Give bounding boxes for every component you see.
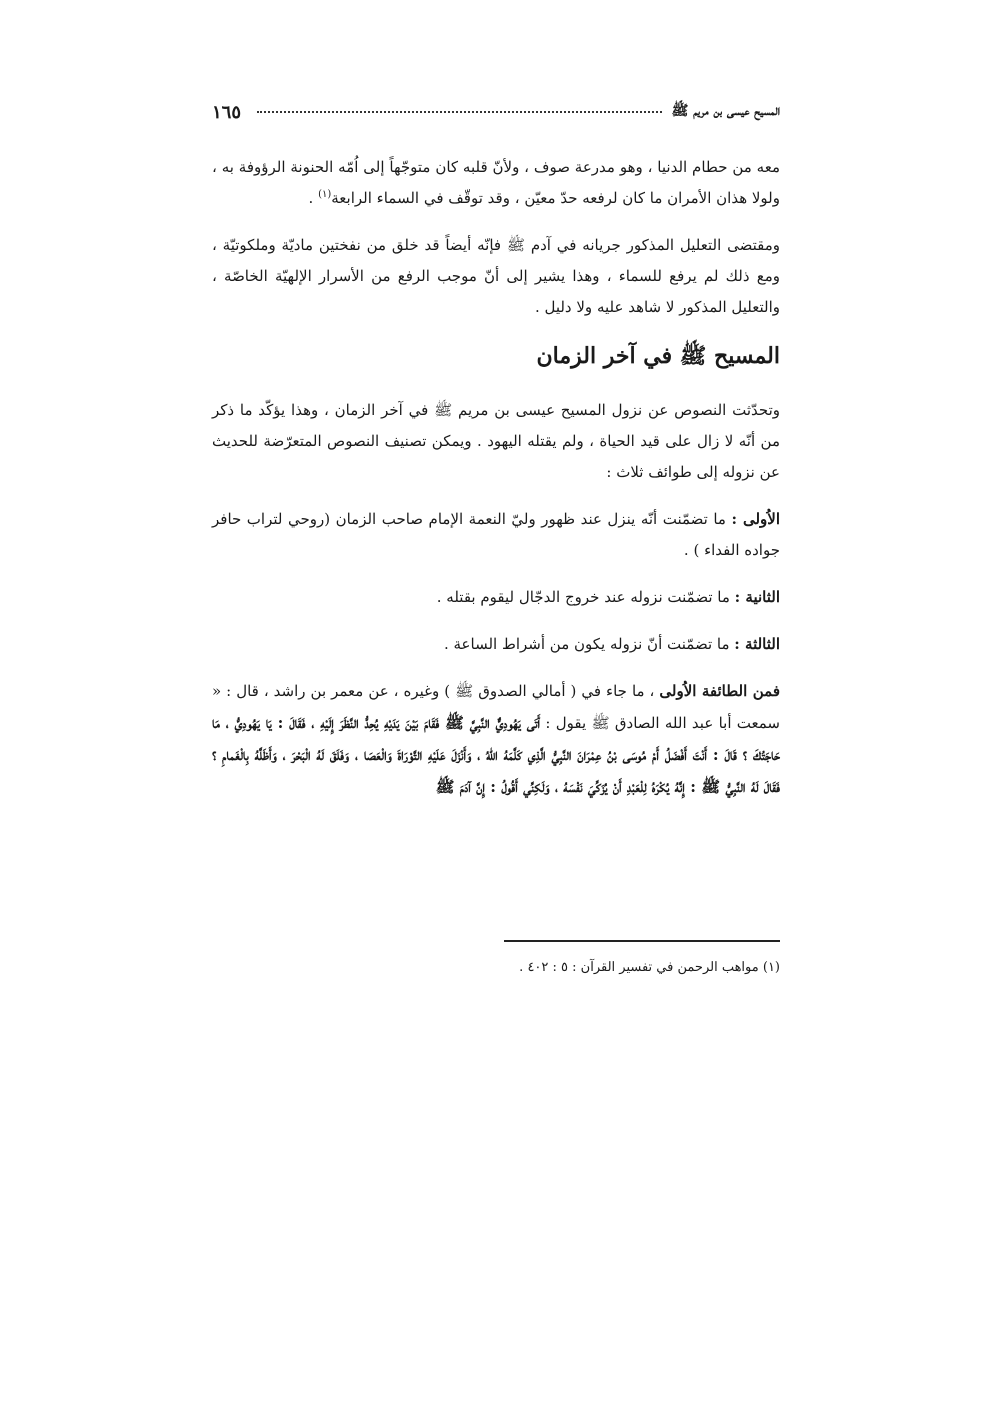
category-first-text: ما تضمّنت أنّه ينزل عند ظهور وليّ النعمة الإمام صاحب الزمان (روحي لتراب حافر جواده الفداء ) . xyxy=(212,510,780,559)
category-third-label: الثالثة : xyxy=(734,635,780,653)
category-third xyxy=(212,629,780,660)
footnote-separator xyxy=(504,940,780,942)
hadith-lead-label: فمن الطائفة الاُولى xyxy=(659,682,780,700)
document-page xyxy=(212,92,780,819)
running-title: المسيح عيسى بن مريم ﷺ xyxy=(671,103,780,119)
category-third-text: ما تضمّنت أنّ نزوله يكون من أشراط الساعة . xyxy=(443,635,735,653)
page-body xyxy=(212,152,780,803)
category-second-label: الثانية : xyxy=(734,588,780,606)
paragraph-texts-intro: وتحدّثت النصوص عن نزول المسيح عيسى بن مريم ﷺ في آخر الزمان ، وهذا يؤكّد ما ذكر من أنّه لا زال على قيد الحياة ، ولم يقتله اليهود . ويمكن تصنيف النصوص المتعرّضة للحديث عن نزوله إلى طوائف ثلاث : xyxy=(212,401,780,481)
category-first-label: الاُولى : xyxy=(731,510,780,528)
hadith-lead-text: ، ما جاء في ( أمالي الصدوق ﷺ ) وغيره ، عن معمر بن راشد ، قال : « سمعت أبا عبد الله الصادق ﷺ يقول : xyxy=(212,682,780,732)
paragraph-adam: ومقتضى التعليل المذكور جريانه في آدم ﷺ فإنّه أيضاً قد خلق من نفختين ماديّة وملكوتيّة ، ومع ذلك لم يرفع للسماء ، وهذا يشير إلى أنّ موجب الرفع من الأسرار الإلهيّة الخاصّة ، والتعليل المذكور لا شاهد عليه ولا دليل . xyxy=(212,236,780,316)
paragraph-continuation xyxy=(212,152,780,214)
footnote-reference: (١) xyxy=(318,189,332,200)
running-header xyxy=(212,92,780,132)
page-number: ١٦٥ xyxy=(212,101,242,123)
category-first xyxy=(212,504,780,566)
footnote: (١) مواهب الرحمن في تفسير القرآن : ٥ : ٤٠٢ . xyxy=(519,960,780,975)
hadith-quote: أَتَى يَهُودِيٌّ النَّبِيَّ ﷺ فَقَامَ بَيْنَ يَدَيْهِ يُحِدُّ النَّظَرَ إِلَيْهِ ، فَقَالَ : يَا يَهُودِيُّ ، مَا حَاجَتُكَ ؟ قَالَ : أَنْتَ أَفْضَلُ أَمْ مُوسَى بْنُ عِمْرَانَ النَّبِيُّ الَّذِي كَلَّمَهُ اللهُ ، وَأَنْزَلَ عَلَيْهِ التَّوْرَاةَ وَالْعَصَا ، وَفَلَقَ لَهُ الْبَحْرَ ، وَأَظَلَّهُ بِالْغَمامِ ؟ فَقَالَ لَهُ النَّبِيُّ ﷺ : إِنَّهُ يُكْرَهُ لِلْعَبْدِ أَنْ يُزَكِّيَ نَفْسَهُ ، وَلَكِنِّي أَقُولُ : إِنَّ آدَمَ ﷺ xyxy=(212,713,780,796)
category-second xyxy=(212,582,780,613)
section-heading: المسيح ﷺ في آخر الزمان xyxy=(536,343,780,369)
header-dot-leader xyxy=(257,111,661,113)
category-second-text: ما تضمّنت نزوله عند خروج الدجّال ليقوم بقتله . xyxy=(436,588,735,606)
paragraph-end: . xyxy=(308,189,319,207)
paragraph-hadith xyxy=(212,676,780,803)
paragraph-text: معه من حطام الدنيا ، وهو مدرعة صوف ، ولأنّ قلبه كان متوجّهاً إلى اُمّه الحنونة الرؤوفة به ، ولولا هذان الأمران ما كان لرفعه حدّ معيّن ، وقد توقّف في السماء الرابعة xyxy=(212,158,780,207)
